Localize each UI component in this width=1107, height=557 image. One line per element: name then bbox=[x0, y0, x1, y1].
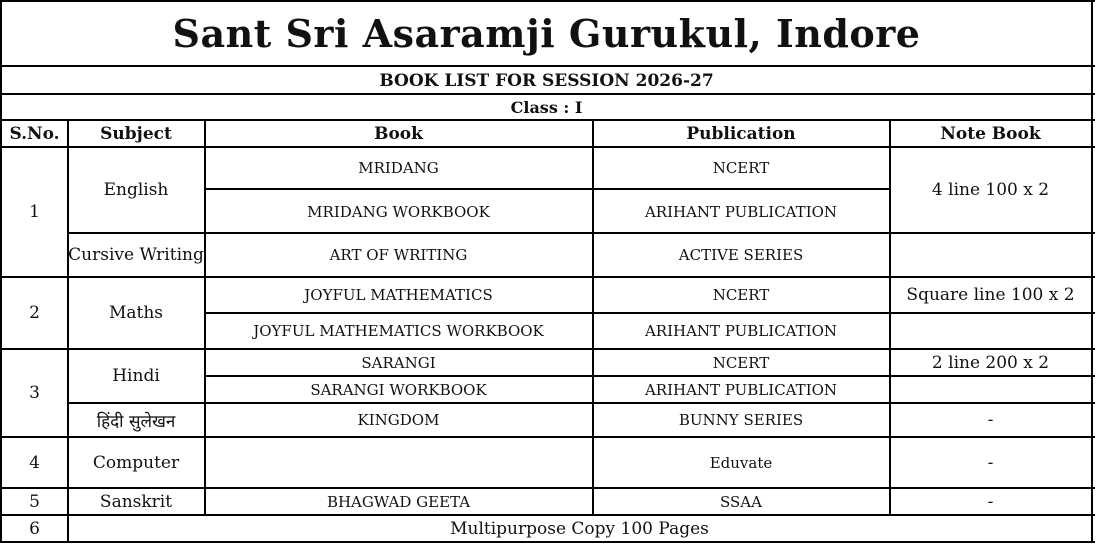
header-subject: Subject bbox=[100, 123, 172, 144]
publication-cell: ARIHANT PUBLICATION bbox=[644, 380, 838, 399]
class-label: Class : I bbox=[510, 97, 583, 117]
book-cell: JOYFUL MATHEMATICS bbox=[304, 286, 493, 304]
book-cell: ART OF WRITING bbox=[329, 246, 468, 264]
multipurpose-copy-cell: Multipurpose Copy 100 Pages bbox=[450, 518, 709, 539]
notebook-cell: 2 line 200 x 2 bbox=[931, 352, 1050, 373]
header-sno: S.No. bbox=[9, 123, 60, 144]
subject-hindi: Hindi bbox=[112, 366, 160, 386]
publication-cell: SSAA bbox=[720, 492, 762, 511]
sno-cell: 4 bbox=[29, 452, 40, 473]
subject-cursive-writing: Cursive Writing bbox=[68, 245, 204, 265]
publication-cell: NCERT bbox=[712, 353, 770, 372]
publication-cell: Eduvate bbox=[709, 453, 773, 472]
publication-cell: BUNNY SERIES bbox=[678, 411, 804, 429]
publication-cell: NCERT bbox=[712, 286, 770, 304]
book-cell: KINGDOM bbox=[357, 411, 440, 429]
sno-cell: 6 bbox=[29, 518, 40, 539]
book-cell: SARANGI bbox=[361, 353, 436, 372]
publication-cell: ARIHANT PUBLICATION bbox=[644, 322, 838, 340]
subject-sanskrit: Sanskrit bbox=[99, 491, 173, 512]
notebook-cell: - bbox=[987, 491, 994, 512]
sno-cell: 5 bbox=[29, 491, 40, 512]
header-notebook: Note Book bbox=[940, 123, 1041, 144]
header-publication: Publication bbox=[686, 123, 796, 144]
sno-cell: 2 bbox=[29, 303, 40, 323]
sno-cell: 3 bbox=[29, 383, 40, 403]
publication-cell: ACTIVE SERIES bbox=[678, 246, 804, 264]
book-cell: JOYFUL MATHEMATICS WORKBOOK bbox=[253, 322, 544, 340]
notebook-cell: - bbox=[987, 410, 994, 430]
subject-maths: Maths bbox=[108, 303, 164, 323]
publication-cell: ARIHANT PUBLICATION bbox=[644, 202, 838, 221]
sno-cell: 1 bbox=[29, 202, 40, 222]
book-cell: MRIDANG bbox=[358, 159, 439, 177]
school-title: Sant Sri Asaramji Gurukul, Indore bbox=[172, 11, 921, 56]
header-book: Book bbox=[374, 123, 423, 144]
book-cell bbox=[205, 438, 592, 487]
notebook-cell: 4 line 100 x 2 bbox=[931, 180, 1050, 200]
subject-computer: Computer bbox=[92, 452, 180, 473]
book-cell: BHAGWAD GEETA bbox=[326, 492, 471, 511]
subject-hindi-sulekhan: हिंदी सुलेखन bbox=[96, 411, 176, 432]
book-cell: SARANGI WORKBOOK bbox=[310, 380, 487, 399]
publication-cell: NCERT bbox=[712, 159, 770, 177]
session-title: BOOK LIST FOR SESSION 2026-27 bbox=[379, 70, 714, 91]
notebook-cell: Square line 100 x 2 bbox=[906, 285, 1075, 305]
notebook-cell: - bbox=[987, 452, 994, 473]
book-cell: MRIDANG WORKBOOK bbox=[307, 202, 490, 221]
subject-english: English bbox=[103, 180, 169, 200]
